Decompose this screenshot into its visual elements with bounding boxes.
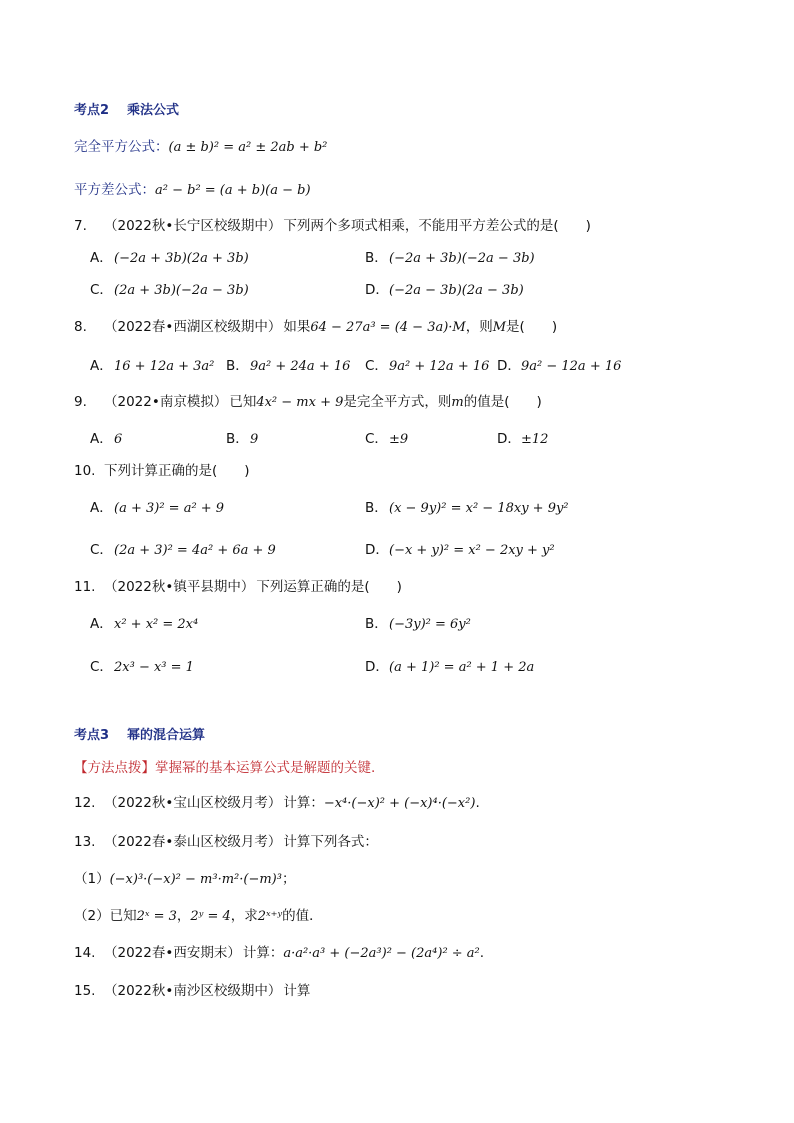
option-a: A．x² + x² = 2x⁴ <box>90 616 199 632</box>
question-text: 下列两个多项式相乘，不能用平方差公式的是( ) <box>283 218 591 234</box>
option-c: C．±9 <box>365 431 409 447</box>
question-7 <box>74 217 591 235</box>
section-label: 考点2 <box>74 103 110 118</box>
method-tip <box>74 759 375 777</box>
question-number: 10. <box>74 463 96 479</box>
tip-text: 掌握幂的基本运算公式是解题的关键. <box>155 760 376 776</box>
formula-label: 平方差公式： <box>74 182 155 198</box>
tip-tag: 【方法点拨】 <box>74 760 155 776</box>
question-9: 9. （2022•南京模拟） 已知4x² − mx + 9是完全平方式，则m的值是( ) <box>74 394 542 410</box>
question-source: （2022春•西湖区校级期中） <box>104 319 282 335</box>
option-a: A．6 <box>90 431 123 447</box>
question-12: 12. （2022秋•宝山区校级月考） 计算：−x⁴·(−x)² + (−x)⁴·(−x²). <box>74 795 480 811</box>
section-heading <box>74 727 205 745</box>
section-label: 考点3 <box>74 728 110 743</box>
option-d: D．±12 <box>497 431 549 447</box>
question-15: 15. （2022秋•南沙区校级期中） 计算 <box>74 983 311 999</box>
question-10 <box>74 462 250 480</box>
option-c: C．2x³ − x³ = 1 <box>90 659 194 675</box>
question-11 <box>74 578 402 596</box>
formula-math: a² − b² = (a + b)(a − b) <box>155 183 311 198</box>
question-source: （2022秋•长宁区校级期中） <box>104 218 282 234</box>
option-b: B．9a² + 24a + 16 <box>226 358 351 374</box>
section-title: 乘法公式 <box>127 103 180 118</box>
section-heading <box>74 102 179 120</box>
option-d: D．(−2a − 3b)(2a − 3b) <box>365 282 524 298</box>
question-13-part-2: （2）已知2ˣ = 3，2ʸ = 4，求2ˣ⁺ʸ的值． <box>74 908 323 924</box>
option-b: B．(−3y)² = 6y² <box>365 616 471 632</box>
formula-perfect-square <box>74 138 327 157</box>
question-text: 下列计算正确的是( ) <box>104 463 250 479</box>
question-14: 14. （2022春•西安期末） 计算：a·a²·a³ + (−2a³)² − (2a⁴)² ÷ a². <box>74 945 485 961</box>
question-13: 13. （2022春•泰山区校级月考） 计算下列各式： <box>74 834 378 850</box>
question-source: （2022秋•镇平县期中） <box>104 579 255 595</box>
option-a: A．(−2a + 3b)(2a + 3b) <box>90 250 249 266</box>
question-number: 9. <box>74 394 87 410</box>
question-number: 11. <box>74 579 96 595</box>
option-d: D．(−x + y)² = x² − 2xy + y² <box>365 542 555 558</box>
option-c: C．9a² + 12a + 16 <box>365 358 490 374</box>
question-8: 8. （2022春•西湖区校级期中） 如果64 − 27a³ = (4 − 3a)·M，则M是( ) <box>74 319 558 335</box>
option-d: D．(a + 1)² = a² + 1 + 2a <box>365 659 535 675</box>
question-number: 7. <box>74 218 87 234</box>
option-c: C．(2a + 3b)(−2a − 3b) <box>90 282 249 298</box>
question-number: 8. <box>74 319 87 335</box>
option-a: A．16 + 12a + 3a² <box>90 358 215 374</box>
formula-difference-of-squares <box>74 181 311 200</box>
question-13-part-1: （1）(−x)³·(−x)² − m³·m²·(−m)³； <box>74 871 296 887</box>
formula-label: 完全平方公式： <box>74 139 169 155</box>
option-b: B．(x − 9y)² = x² − 18xy + 9y² <box>365 500 569 516</box>
question-source: （2022•南京模拟） <box>104 394 228 410</box>
question-text: 下列运算正确的是( ) <box>256 579 402 595</box>
option-b: B．9 <box>226 431 259 447</box>
option-c: C．(2a + 3)² = 4a² + 6a + 9 <box>90 542 276 558</box>
option-b: B．(−2a + 3b)(−2a − 3b) <box>365 250 535 266</box>
section-title: 幂的混合运算 <box>127 728 206 743</box>
option-d: D．9a² − 12a + 16 <box>497 358 622 374</box>
formula-math: (a ± b)² = a² ± 2ab + b² <box>168 140 328 155</box>
option-a: A．(a + 3)² = a² + 9 <box>90 500 225 516</box>
